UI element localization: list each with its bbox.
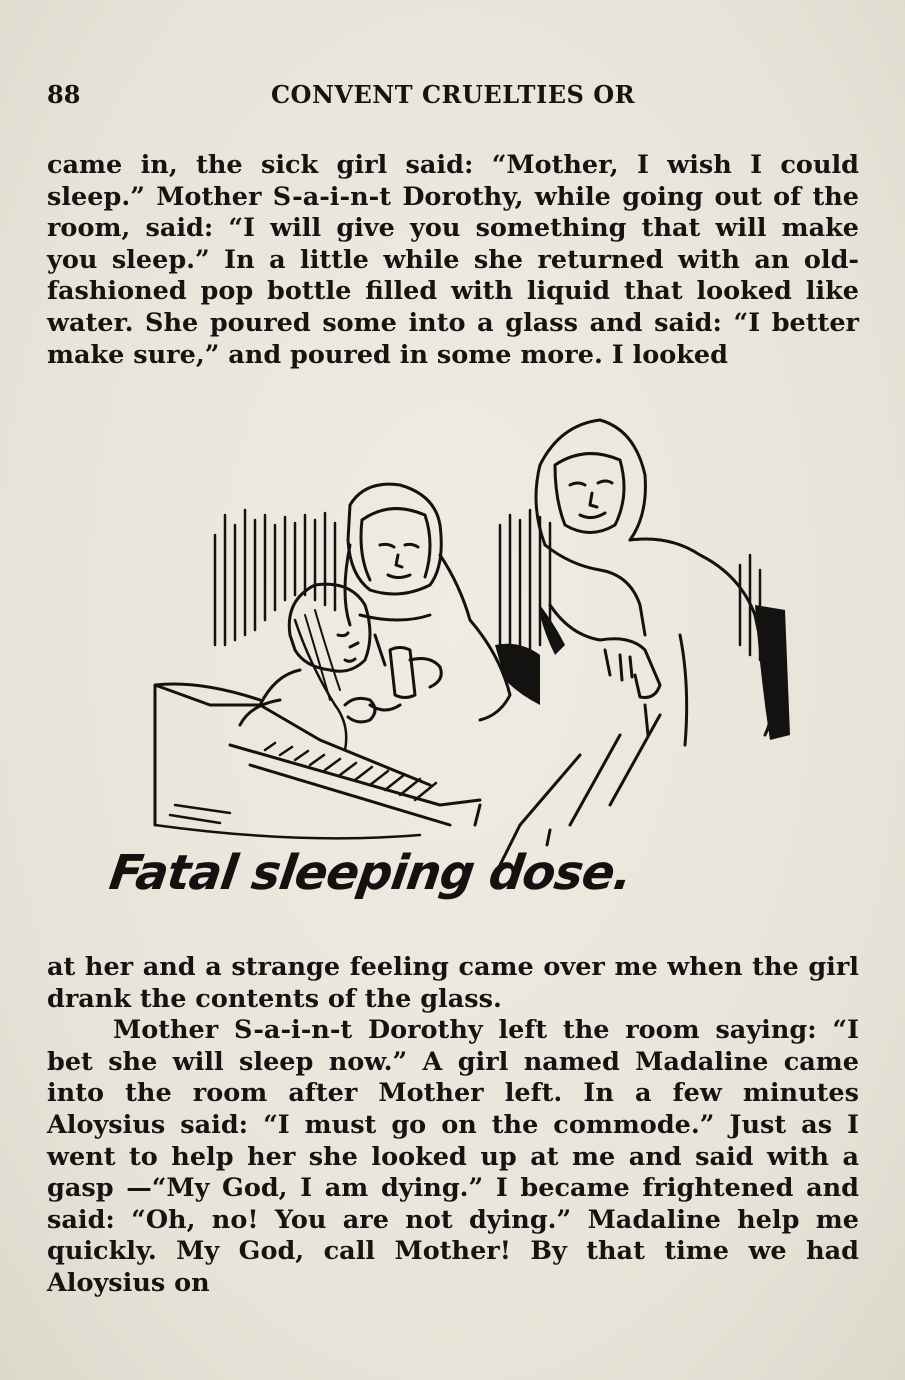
dark-shadow [755,605,790,740]
standing-nun [536,420,772,745]
sick-girl-figure [240,584,375,750]
body-text-bottom [47,952,859,1300]
blanket-stripes [170,743,436,823]
running-title: CONVENT CRUELTIES OR [270,80,636,109]
paragraph: Mother S-a-i-n-t Dorothy left the room saying: “I bet she will sleep now.” A girl named Madaline came into the room after Mother left. In a few minutes Aloysius said: “I must go on the commode.” Just as I went to help her she looked up at me and said with a gasp —“My God, I am dying.” I became frightened and said: “Oh, no! You are not dying.” Madaline help me quickly. My God, call Mother! By that time we had Aloysius on [47,1015,859,1298]
pillow-shadow [540,605,565,655]
paragraph: at her and a strange feeling came over me when the girl drank the contents of the glass. [47,952,859,1014]
illustration-caption: Fatal sleeping dose. [106,845,635,901]
page-number: 88 [47,80,81,109]
dark-shadow-left [495,644,540,705]
nun-with-glass [345,484,510,720]
bed [155,684,660,865]
page-header [47,80,859,114]
paragraph: came in, the sick girl said: “Mother, I wish I could sleep.” Mother S-a-i-n-t Dorothy, while going out of the room, said: “I will give you something that will make you sleep.” In a little while she returned with an old-fashioned pop bottle filled with liquid that looked like water. She poured some into a glass and said: “I better make sure,” and poured in some more. I looked [47,150,859,370]
body-text-top [47,150,859,371]
